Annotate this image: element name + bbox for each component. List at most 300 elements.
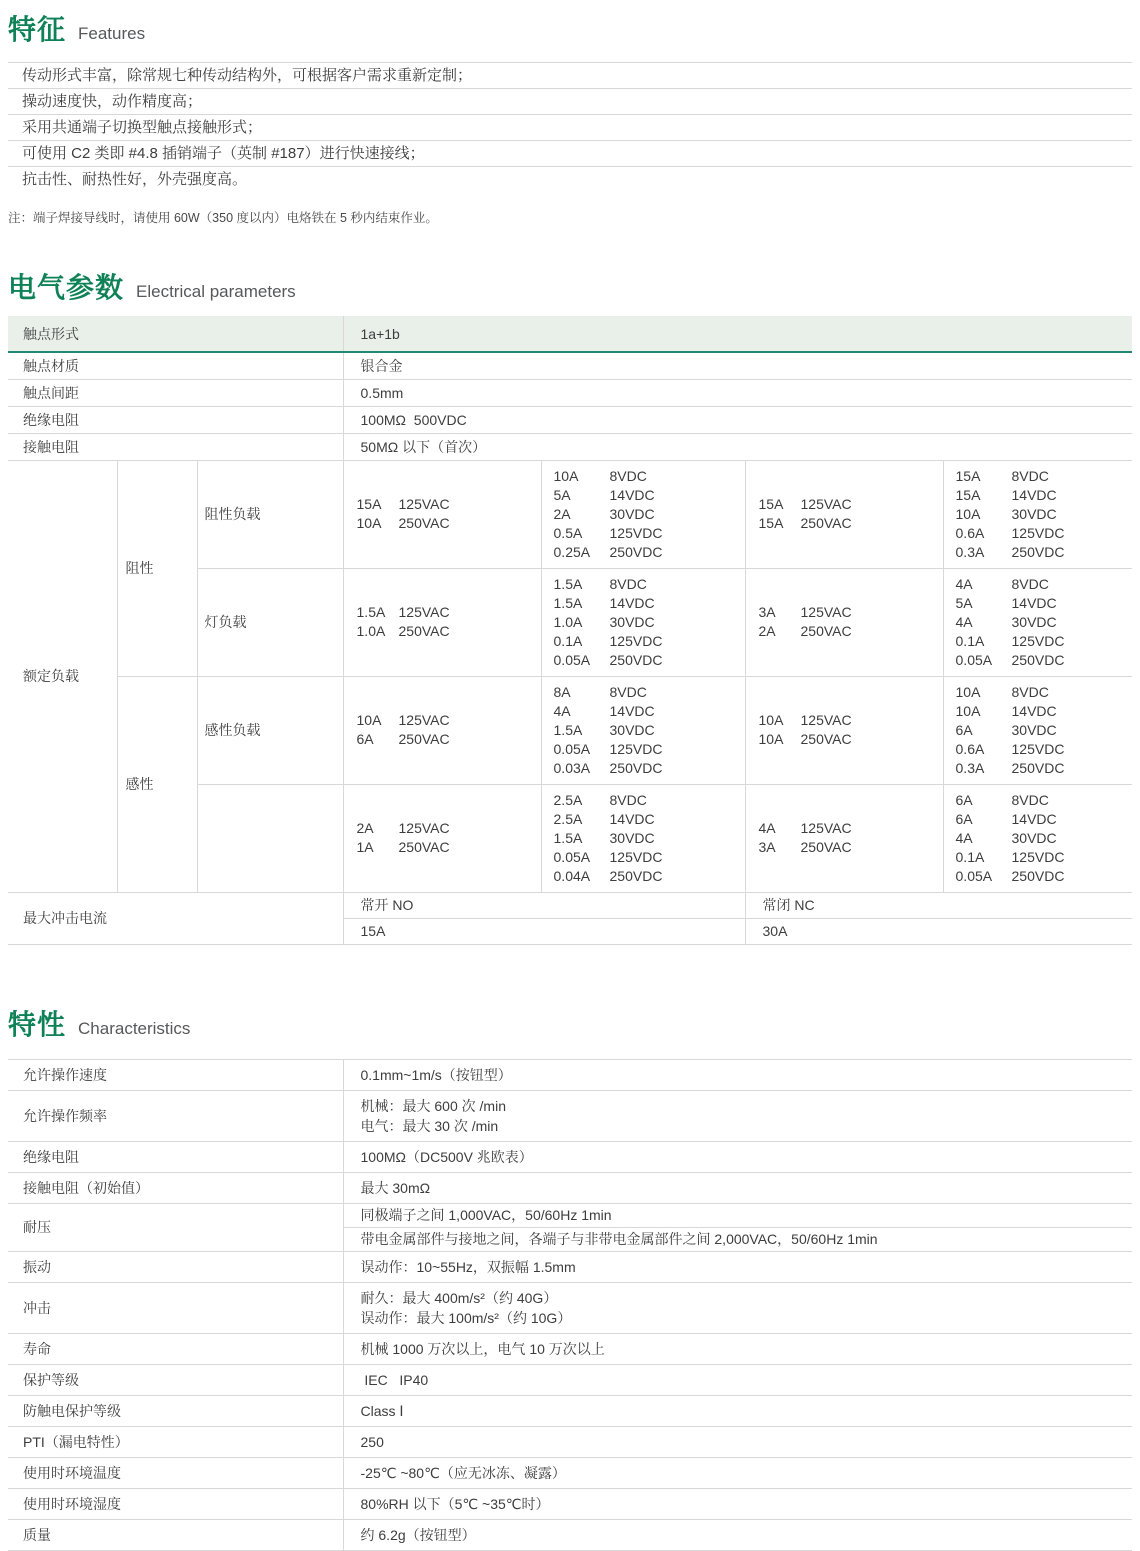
characteristic-value: [343, 1426, 1132, 1457]
characteristic-value: [343, 1203, 1132, 1251]
rating-line: [759, 819, 943, 838]
characteristic-label: PTI（漏电特性）: [8, 1426, 343, 1457]
voltage-value: 8VDC: [609, 791, 647, 808]
rating-line: [956, 505, 1133, 524]
characteristic-value-line: Class Ⅰ: [360, 1402, 404, 1419]
rating-line: [759, 495, 943, 514]
characteristic-row: [8, 1090, 1132, 1141]
current-value: 0.3A: [955, 543, 985, 560]
characteristic-label: 允许操作速度: [8, 1059, 343, 1090]
dc-ratings-cell: [943, 460, 1132, 568]
features-heading: [8, 8, 1132, 48]
characteristics-heading: [8, 1003, 1132, 1043]
characteristic-label: 允许操作频率: [8, 1090, 343, 1141]
voltage-value: 250VDC: [609, 759, 663, 776]
electrical-title-zh: 电气参数: [8, 272, 125, 303]
characteristic-value-lines: [344, 1365, 1133, 1395]
spec-label: 接触电阻: [8, 433, 343, 460]
characteristic-label: 接触电阻（初始值）: [8, 1172, 343, 1203]
voltage-value: 30VDC: [609, 721, 655, 738]
rating-line: [956, 575, 1133, 594]
dc-ratings-cell: [541, 784, 745, 892]
ac-ratings-cell: [343, 460, 541, 568]
voltage-value: 125VAC: [800, 604, 852, 620]
feature-item: 可使用 C2 类即 #4.8 插销端子（英制 #187）进行快速接线；: [8, 140, 1132, 166]
characteristic-value: [343, 1519, 1132, 1550]
features-title-en: Features: [78, 24, 146, 43]
current-value: 4A: [955, 829, 973, 846]
rating-line: [956, 702, 1133, 721]
current-value: 10A: [955, 683, 981, 700]
load-name: 感性负载: [197, 676, 343, 784]
voltage-value: 8VDC: [609, 467, 647, 484]
characteristic-label: 振动: [8, 1251, 343, 1282]
characteristic-value-line: 耐久：最大 400m/s²（约 40G）: [360, 1289, 558, 1306]
rating-line: [554, 613, 745, 632]
voltage-value: 250VDC: [609, 867, 663, 884]
spec-row: [8, 352, 1132, 379]
rating-line: [956, 829, 1133, 848]
rating-line: [554, 740, 745, 759]
current-value: 0.3A: [955, 759, 985, 776]
characteristic-value-line: IEC IP40: [360, 1371, 429, 1388]
voltage-value: 250VDC: [1011, 867, 1065, 884]
normally-open-value: 15A: [343, 918, 745, 944]
rating-line: [956, 613, 1133, 632]
normally-closed-value: 30A: [745, 918, 1132, 944]
voltage-value: 8VDC: [609, 683, 647, 700]
current-value: 1.0A: [356, 623, 386, 639]
characteristic-value-line: 250: [360, 1433, 384, 1450]
ac-ratings-cell: [745, 460, 943, 568]
current-value: 1.5A: [553, 721, 583, 738]
voltage-value: 125VAC: [398, 712, 450, 728]
current-value: 6A: [955, 721, 973, 738]
rating-line: [956, 683, 1133, 702]
rating-line: [554, 467, 745, 486]
ac-ratings-cell: [343, 676, 541, 784]
load-name: [197, 784, 343, 892]
current-value: 10A: [758, 712, 784, 728]
characteristic-row: [8, 1364, 1132, 1395]
spec-value: 0.5mm: [343, 379, 1132, 406]
characteristic-row: [8, 1457, 1132, 1488]
contact-form-header-row: [8, 316, 1132, 352]
rating-line: [759, 838, 943, 857]
current-value: 5A: [955, 594, 973, 611]
characteristic-value-line: 误动作：最大 100m/s²（约 10G）: [360, 1309, 572, 1326]
characteristic-label: 冲击: [8, 1282, 343, 1333]
dc-ratings-cell: [943, 784, 1132, 892]
voltage-value: 250VDC: [1011, 759, 1065, 776]
current-value: 0.1A: [553, 632, 583, 649]
rating-line: [956, 759, 1133, 778]
rating-line: [554, 651, 745, 670]
rating-line: [956, 867, 1133, 886]
current-value: 0.5A: [553, 524, 583, 541]
spec-row: [8, 379, 1132, 406]
rating-line: [759, 622, 943, 641]
current-value: 0.05A: [553, 651, 591, 668]
characteristic-value-lines: [344, 1396, 1133, 1426]
current-value: 0.04A: [553, 867, 591, 884]
characteristics-title-zh: 特性: [8, 1008, 67, 1040]
current-value: 0.03A: [553, 759, 591, 776]
voltage-value: 14VDC: [1011, 702, 1057, 719]
voltage-value: 30VDC: [1011, 613, 1057, 630]
characteristic-label: 耐压: [8, 1203, 343, 1251]
current-value: 4A: [758, 820, 776, 836]
current-value: 3A: [758, 604, 776, 620]
resistive-group-label: 阻性: [117, 460, 197, 676]
characteristic-value: [343, 1172, 1132, 1203]
characteristic-row: [8, 1333, 1132, 1364]
ac-ratings-cell: [343, 568, 541, 676]
characteristic-value-lines: [344, 1204, 1133, 1251]
characteristic-value-line: 最大 30mΩ: [360, 1179, 431, 1196]
voltage-value: 250VAC: [398, 731, 450, 747]
current-value: 6A: [955, 791, 973, 808]
current-value: 0.05A: [955, 867, 993, 884]
rating-line: [554, 829, 745, 848]
characteristic-label: 质量: [8, 1519, 343, 1550]
voltage-value: 8VDC: [609, 575, 647, 592]
rating-line: [357, 603, 541, 622]
characteristic-value: [343, 1059, 1132, 1090]
spec-value: 100MΩ 500VDC: [343, 406, 1132, 433]
rated-load-row-inductive: [8, 676, 1132, 784]
rating-line: [554, 791, 745, 810]
characteristic-value-lines: [344, 1252, 1133, 1282]
electrical-title-en: Electrical parameters: [136, 282, 296, 301]
normally-open-header: 常开 NO: [343, 892, 745, 918]
rating-line: [956, 594, 1133, 613]
spec-row: [8, 433, 1132, 460]
current-value: 4A: [553, 702, 571, 719]
characteristic-value-lines: [344, 1334, 1133, 1364]
characteristic-value-lines: [344, 1489, 1133, 1519]
features-title-zh: 特征: [8, 14, 67, 45]
characteristic-value-line: 误动作：10~55Hz，双振幅 1.5mm: [360, 1258, 576, 1275]
current-value: 0.1A: [955, 632, 985, 649]
rating-line: [554, 759, 745, 778]
current-value: 1.5A: [553, 594, 583, 611]
voltage-value: 250VAC: [398, 623, 450, 639]
voltage-value: 14VDC: [1011, 486, 1057, 503]
voltage-value: 125VDC: [609, 524, 663, 541]
characteristic-row: [8, 1203, 1132, 1251]
characteristic-row: [8, 1488, 1132, 1519]
rating-line: [956, 721, 1133, 740]
contact-form-value: 1a+1b: [343, 316, 1132, 352]
voltage-value: 14VDC: [609, 810, 655, 827]
characteristic-value: [343, 1364, 1132, 1395]
current-value: 2.5A: [553, 791, 583, 808]
voltage-value: 14VDC: [609, 594, 655, 611]
current-value: 10A: [955, 505, 981, 522]
voltage-value: 125VDC: [609, 740, 663, 757]
voltage-value: 125VAC: [398, 604, 450, 620]
characteristic-value: [343, 1395, 1132, 1426]
current-value: 15A: [955, 486, 981, 503]
current-value: 10A: [356, 515, 382, 531]
rating-line: [759, 711, 943, 730]
voltage-value: 250VDC: [609, 543, 663, 560]
voltage-value: 250VDC: [1011, 543, 1065, 560]
rating-line: [554, 575, 745, 594]
rating-line: [554, 524, 745, 543]
characteristics-title-en: Characteristics: [78, 1018, 191, 1038]
characteristic-value: [343, 1141, 1132, 1172]
current-value: 0.05A: [553, 740, 591, 757]
rating-line: [956, 791, 1133, 810]
current-value: 1.5A: [553, 575, 583, 592]
characteristic-label: 寿命: [8, 1333, 343, 1364]
spec-value: 50MΩ 以下（首次）: [343, 433, 1132, 460]
voltage-value: 8VDC: [1011, 467, 1049, 484]
voltage-value: 30VDC: [1011, 721, 1057, 738]
characteristic-value: [343, 1333, 1132, 1364]
voltage-value: 8VDC: [1011, 683, 1049, 700]
current-value: 0.05A: [553, 848, 591, 865]
characteristic-row: [8, 1141, 1132, 1172]
ac-ratings-cell: [745, 676, 943, 784]
rating-line: [554, 721, 745, 740]
characteristic-value-line: 同极端子之间 1,000VAC，50/60Hz 1min: [360, 1206, 612, 1223]
rating-line: [357, 838, 541, 857]
normally-closed-header: 常闭 NC: [745, 892, 1132, 918]
characteristic-value-lines: [344, 1173, 1133, 1203]
voltage-value: 125VAC: [398, 820, 450, 836]
rating-line: [554, 632, 745, 651]
rating-line: [554, 702, 745, 721]
load-name: 阻性负载: [197, 460, 343, 568]
rating-line: [956, 467, 1133, 486]
current-value: 1.5A: [553, 829, 583, 846]
characteristic-row: [8, 1395, 1132, 1426]
current-value: 1A: [356, 839, 374, 855]
spec-label: 绝缘电阻: [8, 406, 343, 433]
characteristic-value-line: 电气：最大 30 次 /min: [360, 1117, 499, 1134]
characteristic-value: [343, 1457, 1132, 1488]
dc-ratings-cell: [541, 676, 745, 784]
rating-line: [956, 632, 1133, 651]
rating-line: [554, 543, 745, 562]
voltage-value: 125VDC: [1011, 848, 1065, 865]
voltage-value: 125VDC: [609, 848, 663, 865]
rating-line: [956, 848, 1133, 867]
rating-line: [357, 622, 541, 641]
characteristic-value-line: 约 6.2g（按钮型）: [360, 1526, 476, 1543]
characteristic-label: 绝缘电阻: [8, 1141, 343, 1172]
characteristic-value-line: 80%RH 以下（5℃ ~35℃时）: [360, 1495, 550, 1512]
voltage-value: 30VDC: [609, 829, 655, 846]
rating-line: [554, 505, 745, 524]
spec-row: [8, 406, 1132, 433]
rating-line: [759, 514, 943, 533]
rating-line: [357, 730, 541, 749]
current-value: 2.5A: [553, 810, 583, 827]
characteristic-row: [8, 1251, 1132, 1282]
current-value: 3A: [758, 839, 776, 855]
rating-line: [956, 740, 1133, 759]
ac-ratings-cell: [745, 784, 943, 892]
current-value: 2A: [356, 820, 374, 836]
characteristic-value: [343, 1090, 1132, 1141]
current-value: 1.0A: [553, 613, 583, 630]
feature-item: 传动形式丰富，除常规七种传动结构外，可根据客户需求重新定制；: [8, 62, 1132, 88]
voltage-value: 14VDC: [1011, 594, 1057, 611]
characteristic-value: [343, 1488, 1132, 1519]
characteristic-row: [8, 1282, 1132, 1333]
voltage-value: 30VDC: [1011, 505, 1057, 522]
rating-line: [956, 810, 1133, 829]
current-value: 15A: [955, 467, 981, 484]
current-value: 1.5A: [356, 604, 386, 620]
current-value: 6A: [356, 731, 374, 747]
current-value: 15A: [356, 496, 382, 512]
current-value: 15A: [758, 496, 784, 512]
rating-line: [554, 867, 745, 886]
rating-line: [357, 711, 541, 730]
voltage-value: 125VDC: [1011, 740, 1065, 757]
current-value: 4A: [955, 613, 973, 630]
voltage-value: 14VDC: [1011, 810, 1057, 827]
rating-line: [759, 603, 943, 622]
dc-ratings-cell: [541, 568, 745, 676]
current-value: 4A: [955, 575, 973, 592]
current-value: 0.25A: [553, 543, 591, 560]
rating-line: [554, 594, 745, 613]
voltage-value: 8VDC: [1011, 791, 1049, 808]
rating-line: [357, 819, 541, 838]
inductive-group-label: 感性: [117, 676, 197, 892]
voltage-value: 30VDC: [609, 505, 655, 522]
voltage-value: 125VAC: [800, 712, 852, 728]
rated-load-block: [8, 460, 1132, 944]
characteristic-row: [8, 1059, 1132, 1090]
current-value: 0.1A: [955, 848, 985, 865]
voltage-value: 8VDC: [1011, 575, 1049, 592]
rating-line: [554, 848, 745, 867]
current-value: 0.05A: [955, 651, 993, 668]
dc-ratings-cell: [541, 460, 745, 568]
characteristic-label: 使用时环境湿度: [8, 1488, 343, 1519]
characteristic-value-lines: [344, 1520, 1133, 1550]
feature-item: 抗击性、耐热性好，外壳强度高。: [8, 166, 1132, 192]
characteristic-label: 防触电保护等级: [8, 1395, 343, 1426]
voltage-value: 30VDC: [1011, 829, 1057, 846]
electrical-simple-rows: [8, 352, 1132, 460]
characteristic-value-lines: [344, 1142, 1133, 1172]
voltage-value: 250VAC: [800, 839, 852, 855]
characteristics-rows: [8, 1059, 1132, 1550]
current-value: 2A: [758, 623, 776, 639]
rating-line: [357, 495, 541, 514]
load-name: 灯负载: [197, 568, 343, 676]
voltage-value: 14VDC: [609, 486, 655, 503]
characteristic-value-line: 100MΩ（DC500V 兆欧表）: [360, 1148, 533, 1165]
characteristic-value-line: -25℃ ~80℃（应无冰冻、凝露）: [360, 1464, 566, 1481]
current-value: 10A: [758, 731, 784, 747]
current-value: 5A: [553, 486, 571, 503]
voltage-value: 14VDC: [609, 702, 655, 719]
current-value: 10A: [553, 467, 579, 484]
voltage-value: 250VAC: [800, 731, 852, 747]
feature-item: 操动速度快，动作精度高；: [8, 88, 1132, 114]
characteristic-value-lines: [344, 1427, 1133, 1457]
feature-item: 采用共通端子切换型触点接触形式；: [8, 114, 1132, 140]
rating-line: [554, 683, 745, 702]
voltage-value: 125VDC: [1011, 632, 1065, 649]
characteristic-value-lines: [344, 1458, 1133, 1488]
contact-form-label: 触点形式: [8, 316, 343, 352]
current-value: 0.6A: [955, 524, 985, 541]
voltage-value: 125VDC: [1011, 524, 1065, 541]
characteristic-row: [8, 1426, 1132, 1457]
rating-line: [956, 543, 1133, 562]
characteristic-value: [343, 1251, 1132, 1282]
rating-line: [759, 730, 943, 749]
impact-current-header-row: [8, 892, 1132, 918]
voltage-value: 250VAC: [398, 839, 450, 855]
electrical-parameters-heading: [8, 266, 1132, 306]
spec-value: 银合金: [343, 352, 1132, 379]
solder-note: 注：端子焊接导线时，请使用 60W（350 度以内）电烙铁在 5 秒内结束作业。: [8, 211, 438, 225]
voltage-value: 250VAC: [398, 515, 450, 531]
characteristic-value-lines: [344, 1283, 1133, 1333]
rating-line: [357, 514, 541, 533]
current-value: 10A: [356, 712, 382, 728]
characteristic-value-line: 带电金属部件与接地之间，各端子与非带电金属部件之间 2,000VAC，50/60Hz 1min: [344, 1227, 1133, 1251]
characteristic-row: [8, 1519, 1132, 1550]
rated-load-row-resistive: [8, 460, 1132, 568]
current-value: 8A: [553, 683, 571, 700]
characteristic-value-lines: [344, 1060, 1133, 1090]
ac-ratings-cell: [343, 784, 541, 892]
rating-line: [554, 486, 745, 505]
rating-line: [956, 524, 1133, 543]
characteristic-value-line: 机械 1000 万次以上，电气 10 万次以上: [360, 1340, 605, 1357]
voltage-value: 250VDC: [609, 651, 663, 668]
impact-current-label: 最大冲击电流: [8, 892, 343, 944]
voltage-value: 250VAC: [800, 515, 852, 531]
rating-line: [956, 486, 1133, 505]
current-value: 0.6A: [955, 740, 985, 757]
features-list: [8, 62, 1132, 192]
spec-label: 触点间距: [8, 379, 343, 406]
characteristic-row: [8, 1172, 1132, 1203]
characteristic-label: 保护等级: [8, 1364, 343, 1395]
current-value: 6A: [955, 810, 973, 827]
rated-load-label: 额定负载: [8, 460, 117, 892]
electrical-parameters-table: [8, 316, 1132, 945]
dc-ratings-cell: [943, 676, 1132, 784]
voltage-value: 125VAC: [800, 496, 852, 512]
voltage-value: 250VDC: [1011, 651, 1065, 668]
current-value: 2A: [553, 505, 571, 522]
voltage-value: 250VAC: [800, 623, 852, 639]
current-value: 15A: [758, 515, 784, 531]
characteristic-value-lines: [344, 1091, 1133, 1141]
characteristics-table: [8, 1059, 1132, 1551]
dc-ratings-cell: [943, 568, 1132, 676]
characteristic-label: 使用时环境温度: [8, 1457, 343, 1488]
voltage-value: 125VAC: [398, 496, 450, 512]
characteristic-value-line: 机械：最大 600 次 /min: [360, 1097, 506, 1114]
characteristic-value: [343, 1282, 1132, 1333]
voltage-value: 30VDC: [609, 613, 655, 630]
